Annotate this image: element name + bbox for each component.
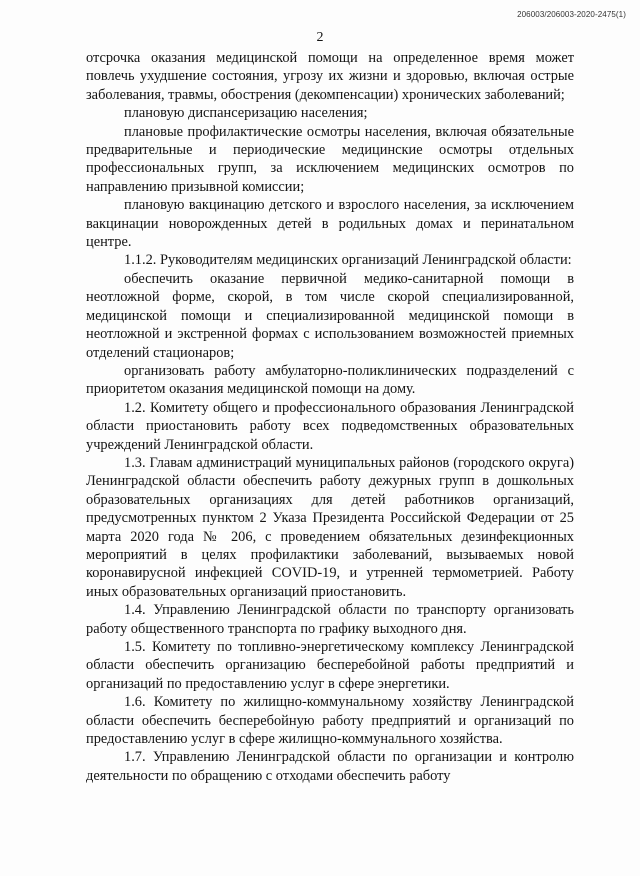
paragraph: обеспечить оказание первичной медико-санитарной помощи в неотложной форме, скорой, в том числе скорой специализированной, медицинской помощи и специализированной медицинской помощи в неотложной и экстренной формах с использованием возможностей приемных отделений стационаров; xyxy=(86,270,574,361)
paragraph: плановые профилактические осмотры населения, включая обязательные предварительные и периодические медицинские осмотры отдельных профессиональных групп, за исключением медицинских осмотров по направлению призывной комиссии; xyxy=(86,123,574,195)
page-number: 2 xyxy=(316,30,324,45)
paragraph: плановую вакцинацию детского и взрослого населения, за исключением вакцинации новорожденных детей в родильных домах и перинатальном центре. xyxy=(86,197,574,251)
paragraph: отсрочка оказания медицинской помощи на определенное время может повлечь ухудшение состояния, угрозу их жизни и здоровью, включая острые заболевания, травмы, обострения (декомпенсации) хронических заболеваний; xyxy=(86,50,574,103)
document-body xyxy=(86,49,574,785)
paragraph: плановую диспансеризацию населения; xyxy=(124,105,368,122)
paragraph: 1.3. Главам администраций муниципальных районов (городского округа) Ленинградской области обеспечить работу дежурных групп в дошкольных образовательных организациях для детей работников организаций, предусмотренных пунктом 2 Указа Президента Российской Федерации от 25 марта 2020 года № 206, с проведением обязательных дезинфекционных мероприятий в целях профилактики заболеваний, вызываемых новой коронавирусной инфекцией COVID-19, и утренней термометрией. Работу иных образовательных организаций приостановить. xyxy=(86,454,574,600)
paragraph: 1.5. Комитету по топливно-энергетическому комплексу Ленинградской области обеспечить организацию бесперебойной работы предприятий и организаций по предоставлению услуг в сфере энергетики. xyxy=(86,639,574,692)
paragraph: 1.2. Комитету общего и профессионального образования Ленинградской области приостановить работу всех подведомственных образовательных учреждений Ленинградской области. xyxy=(86,399,574,453)
paragraph: 1.6. Комитету по жилищно-коммунальному хозяйству Ленинградской области обеспечить бесперебойную работу предприятий и организаций по предоставлению услуг в сфере жилищно-коммунального хозяйства. xyxy=(86,694,574,748)
paragraph: организовать работу амбулаторно-поликлинических подразделений с приоритетом оказания медицинской помощи на дому. xyxy=(86,362,574,398)
paragraph: 1.1.2. Руководителям медицинских организаций Ленинградской области: xyxy=(124,252,572,269)
paragraph: 1.4. Управлению Ленинградской области по транспорту организовать работу общественного транспорта по графику выходного дня. xyxy=(86,602,574,637)
paragraph: 1.7. Управлению Ленинградской области по организации и контролю деятельности по обращению с отходами обеспечить работу xyxy=(86,749,574,784)
document-id: 206003/206003-2020-2475(1) xyxy=(517,10,626,19)
